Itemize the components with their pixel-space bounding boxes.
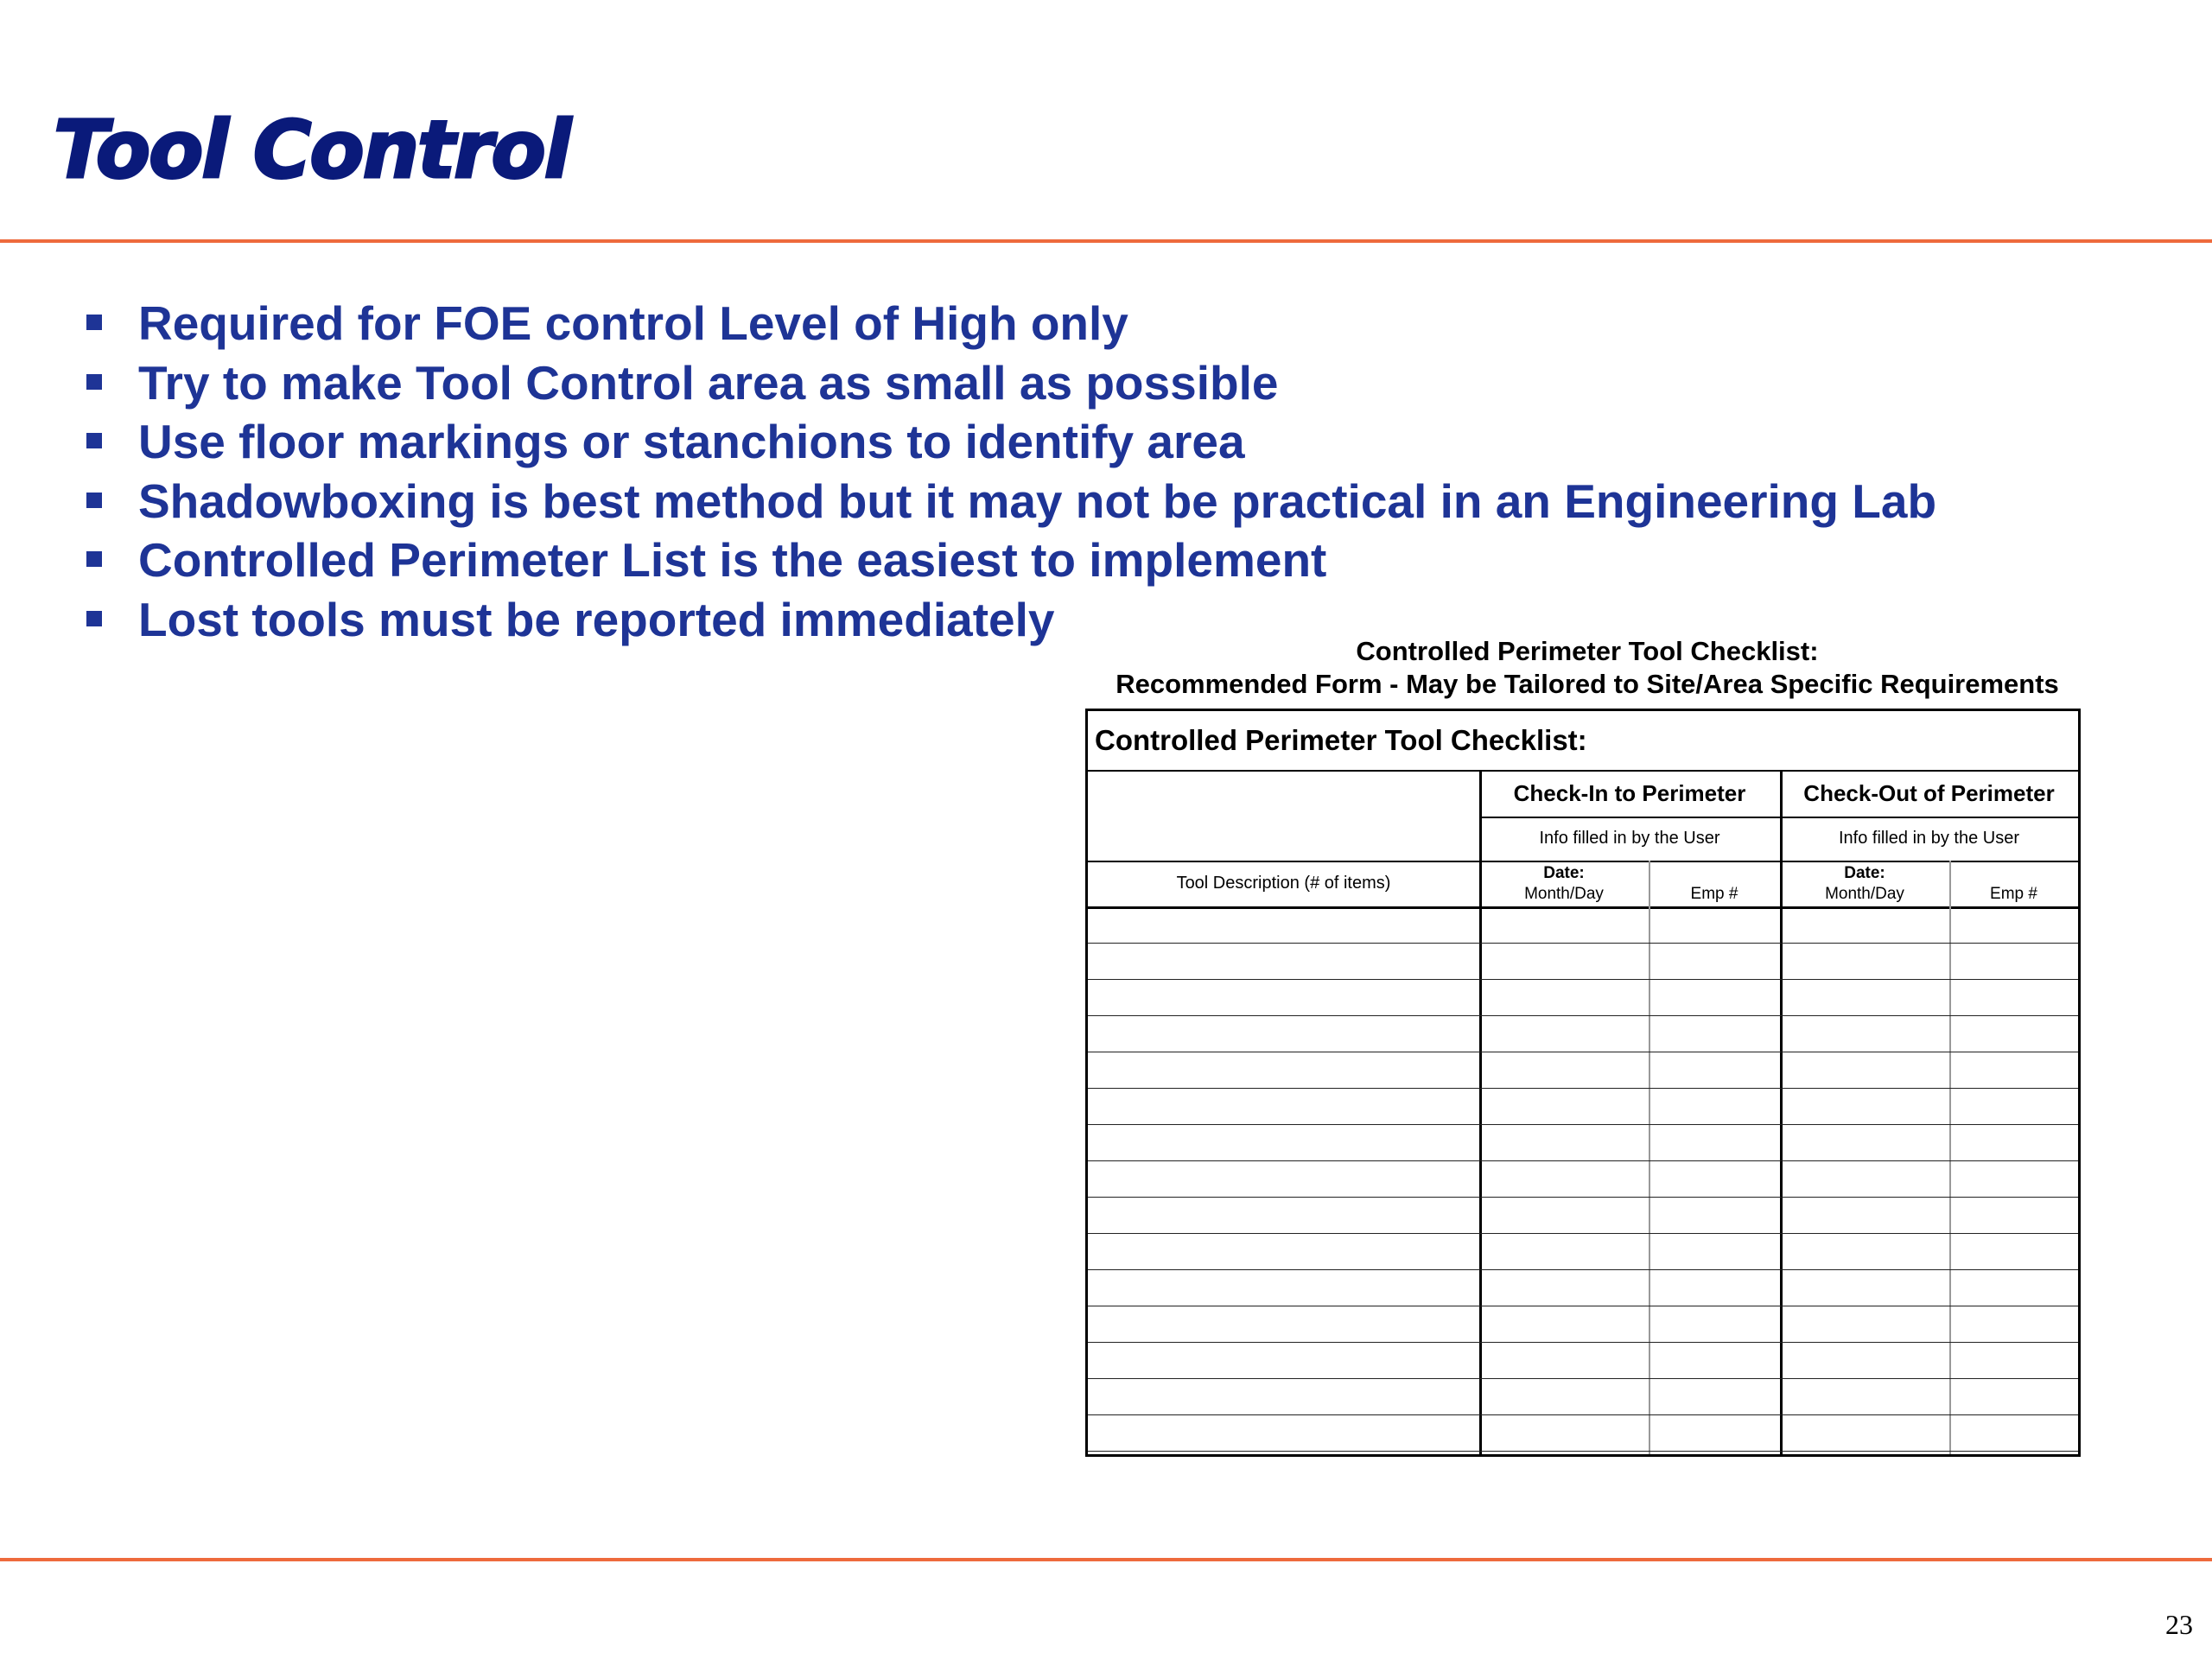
square-bullet-icon [86, 374, 102, 390]
check-out-emp-header: Emp # [1990, 885, 2037, 903]
bullet-text: Controlled Perimeter List is the easiest to implement [138, 533, 1327, 587]
table-row-divider [1088, 1342, 2078, 1343]
table-row-divider [1088, 1269, 2078, 1270]
month-day-label: Month/Day [1524, 885, 1604, 903]
table-row-divider [1088, 1414, 2078, 1415]
table-row-divider [1088, 979, 2078, 980]
footer-divider [0, 1558, 2212, 1561]
slide-title: Tool Control [54, 104, 570, 196]
square-bullet-icon [86, 551, 102, 567]
square-bullet-icon [86, 315, 102, 330]
month-day-label: Month/Day [1825, 885, 1904, 903]
form-heading-line2: Recommended Form - May be Tailored to Site/Area Specific Requirements [1116, 669, 2059, 699]
title-divider [0, 239, 2212, 243]
form-heading [1090, 635, 2084, 701]
bullet-text: Use floor markings or stanchions to identify area [138, 415, 1245, 468]
table-row-divider [1088, 1160, 2078, 1161]
check-in-emp-header: Emp # [1690, 885, 1738, 903]
table-row-divider [1088, 1197, 2078, 1198]
page-number: 23 [2165, 1609, 2193, 1640]
table-row-divider [1088, 1378, 2078, 1379]
table-row-divider [1088, 1233, 2078, 1234]
bullet-text: Required for FOE control Level of High only [138, 296, 1128, 350]
tool-description-header: Tool Description (# of items) [1176, 874, 1391, 893]
check-out-subheader: Info filled in by the User [1839, 829, 2019, 848]
check-out-header: Check-Out of Perimeter [1803, 780, 2055, 806]
square-bullet-icon [86, 611, 102, 626]
table-row-divider [1088, 943, 2078, 944]
date-label: Date: [1844, 864, 1885, 882]
checklist-form [1085, 709, 2081, 1457]
table-row-divider [1088, 1015, 2078, 1016]
check-in-date-header [1479, 863, 1649, 905]
check-in-subheader: Info filled in by the User [1539, 829, 1720, 848]
checklist-title: Controlled Perimeter Tool Checklist: [1095, 724, 1587, 756]
checkout-date-emp-divider [1949, 861, 1951, 1454]
table-row-divider [1088, 1124, 2078, 1125]
date-label: Date: [1543, 864, 1585, 882]
bullet-text: Lost tools must be reported immediately [138, 592, 1055, 646]
bullet-text: Shadowboxing is best method but it may not be practical in an Engineering Lab [138, 474, 1937, 528]
bullet-text: Try to make Tool Control area as small as possible [138, 355, 1279, 410]
square-bullet-icon [86, 493, 102, 508]
checkin-date-emp-divider [1649, 861, 1650, 1454]
square-bullet-icon [86, 433, 102, 448]
check-out-date-header [1780, 863, 1949, 905]
header-bottom-divider [1088, 906, 2078, 909]
table-row-divider [1088, 1088, 2078, 1089]
form-heading-line1: Controlled Perimeter Tool Checklist: [1356, 636, 1819, 666]
check-in-header: Check-In to Perimeter [1513, 780, 1746, 806]
table-row-divider [1088, 1451, 2078, 1452]
